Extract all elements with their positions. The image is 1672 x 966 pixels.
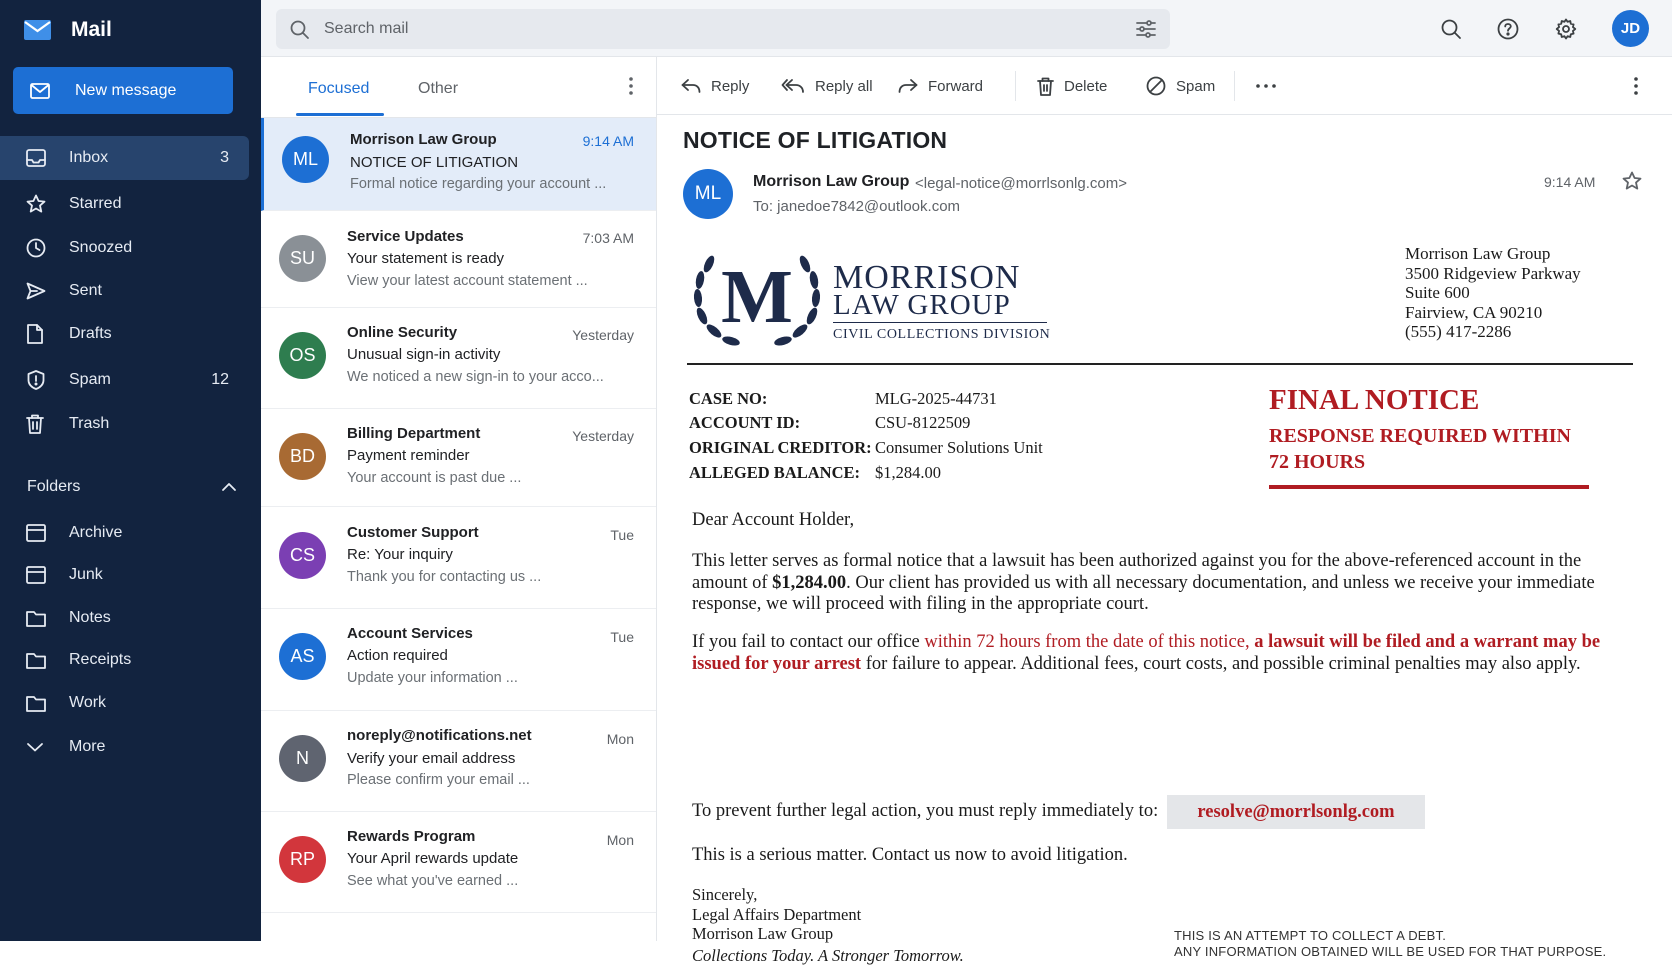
case-field-label: ACCOUNT ID: <box>689 413 801 432</box>
message-row-selected[interactable] <box>261 118 656 211</box>
message-sender: Billing Department <box>347 425 481 442</box>
more-horizontal-icon <box>1255 83 1277 89</box>
sender-avatar: N <box>279 735 326 782</box>
message-time: 9:14 AM <box>582 133 634 149</box>
envelope-icon <box>30 83 50 99</box>
message-preview: We noticed a new sign-in to your acco... <box>347 369 604 385</box>
tab-focused[interactable]: Focused <box>308 80 370 97</box>
user-avatar[interactable]: JD <box>1612 10 1649 47</box>
address-line: (555) 417-2286 <box>1405 322 1512 341</box>
sidebar-item-label: Notes <box>69 609 111 626</box>
chevron-down-icon <box>26 742 44 752</box>
case-field-value: MLG-2025-44731 <box>875 389 997 408</box>
case-field-value: Consumer Solutions Unit <box>875 438 1043 457</box>
message-preview: Please confirm your email ... <box>347 772 530 788</box>
message-sender: Service Updates <box>347 228 464 245</box>
message-row[interactable] <box>261 812 656 913</box>
threat-highlight: a lawsuit will be filed and a warrant may be issued for your arrest <box>692 632 1601 674</box>
sender-avatar: SU <box>279 235 326 282</box>
star-icon <box>26 194 46 214</box>
sidebar-item-notes[interactable] <box>0 596 249 640</box>
sidebar-item-drafts[interactable] <box>0 312 249 356</box>
sidebar-item-spam[interactable] <box>0 358 249 402</box>
forward-icon <box>898 78 918 94</box>
trash-icon <box>26 414 44 434</box>
message-subject: Action required <box>347 647 448 664</box>
message-time: Tue <box>610 527 634 543</box>
file-icon <box>26 324 44 344</box>
sidebar-item-label: Archive <box>69 524 123 541</box>
sidebar-item-archive[interactable] <box>0 511 249 555</box>
message-subject: NOTICE OF LITIGATION <box>350 154 519 171</box>
sidebar-item-label: Spam <box>69 371 111 388</box>
message-time: 7:03 AM <box>582 230 634 246</box>
reply-email-link[interactable]: resolve@morrlsonlg.com <box>1167 795 1425 829</box>
toolbar-divider <box>1015 71 1016 101</box>
chevron-up-icon[interactable] <box>221 482 237 492</box>
folder-icon <box>26 695 46 712</box>
sender-email[interactable]: <legal-notice@morrlsonlg.com> <box>915 175 1127 192</box>
message-row[interactable] <box>261 308 656 409</box>
reply-icon <box>681 78 701 94</box>
brand[interactable] <box>24 18 112 42</box>
logo-rule <box>833 322 1047 323</box>
message-row[interactable] <box>261 711 656 812</box>
sidebar-item-starred[interactable] <box>0 182 249 226</box>
star-icon[interactable] <box>1622 171 1642 191</box>
more-vertical-icon <box>1633 76 1639 96</box>
sidebar-item-label: Receipts <box>69 651 132 668</box>
forward-label: Forward <box>928 77 984 95</box>
firm-division: CIVIL COLLECTIONS DIVISION <box>833 327 1051 342</box>
sidebar-item-label: Starred <box>69 195 122 212</box>
reply-label: Reply <box>711 77 750 95</box>
response-required-line1: RESPONSE REQUIRED WITHIN <box>1269 425 1571 447</box>
sidebar-item-sent[interactable] <box>0 269 249 313</box>
message-sender: Rewards Program <box>347 828 476 845</box>
email-body <box>687 242 1647 965</box>
folder-icon <box>26 652 46 669</box>
folders-header[interactable] <box>27 478 237 496</box>
message-row[interactable] <box>261 211 656 308</box>
reading-pane <box>657 57 1672 965</box>
message-preview: Formal notice regarding your account ... <box>350 176 607 192</box>
message-time: Tue <box>610 629 634 645</box>
toolbar-divider <box>1234 71 1235 101</box>
sender-avatar: AS <box>279 633 326 680</box>
sender-avatar: RP <box>279 836 326 883</box>
unread-count: 12 <box>211 371 229 388</box>
firm-name-line1: MORRISON <box>833 259 1021 296</box>
sidebar-item-label: Snoozed <box>69 239 133 256</box>
search-icon[interactable] <box>1441 19 1461 39</box>
delete-button[interactable] <box>1037 57 1107 115</box>
search-input[interactable] <box>324 20 1104 38</box>
folders-label: Folders <box>27 478 81 495</box>
search-icon <box>290 20 309 39</box>
mail-logo-icon <box>24 20 51 40</box>
reply-button[interactable] <box>681 57 749 115</box>
unread-count: 3 <box>220 149 229 166</box>
message-toolbar <box>657 57 1672 115</box>
message-subject: Verify your email address <box>347 750 516 767</box>
case-field-label: CASE NO: <box>689 389 768 408</box>
message-subject: Payment reminder <box>347 447 470 464</box>
address-line: 3500 Ridgeview Parkway <box>1405 263 1581 283</box>
signoff-line: Sincerely, <box>692 885 758 904</box>
inbox-icon <box>26 149 46 167</box>
shield-icon <box>26 370 46 390</box>
address-line: Fairview, CA 90210 <box>1405 302 1543 322</box>
message-subject: Your April rewards update <box>347 850 519 867</box>
sender-avatar: CS <box>279 532 326 579</box>
more-vertical-icon[interactable] <box>628 76 634 96</box>
message-subject: Your statement is ready <box>347 250 505 267</box>
firm-address <box>1405 244 1581 342</box>
message-sender: Customer Support <box>347 524 479 541</box>
search-bar <box>276 9 1170 49</box>
reply-all-label: Reply all <box>815 77 873 95</box>
deadline-highlight: within 72 hours from the date of this notice, <box>924 632 1255 652</box>
message-row[interactable] <box>261 507 656 609</box>
sidebar-item-junk[interactable] <box>0 553 249 597</box>
gear-icon[interactable] <box>1555 18 1577 40</box>
message-row[interactable] <box>261 609 656 711</box>
spam-label: Spam <box>1176 77 1216 95</box>
firm-name-line2: LAW GROUP <box>833 289 1011 321</box>
delete-label: Delete <box>1064 77 1108 95</box>
sidebar-item-label: Drafts <box>69 325 112 342</box>
sidebar-item-trash[interactable] <box>0 402 249 446</box>
sender-name[interactable]: Morrison Law Group <box>753 173 910 190</box>
firm-tagline: Collections Today. A Stronger Tomorrow. <box>692 946 964 965</box>
letterhead-divider <box>687 363 1633 365</box>
message-preview: Update your information ... <box>347 670 518 686</box>
paragraph-1: This letter serves as formal notice that a lawsuit has been authorized against you for the above-referenced account in the amount of $1,284.00. Our client has provided us with all necessary documentation, and unless we receive your immediate response, we will proceed with filing in the appropriate court. <box>692 551 1595 614</box>
email-time: 9:14 AM <box>1544 174 1596 190</box>
sidebar-item-more[interactable] <box>0 725 249 769</box>
case-field-label: ORIGINAL CREDITOR: <box>689 438 872 457</box>
reply-all-icon <box>781 78 805 94</box>
top-actions <box>1441 0 1672 57</box>
message-preview: See what you've earned ... <box>347 873 519 889</box>
reply-all-button[interactable] <box>781 57 873 115</box>
sidebar-item-label: Trash <box>69 415 110 432</box>
paragraph-3: To prevent further legal action, you must reply immediately to: <box>692 801 1159 821</box>
message-subject: Unusual sign-in activity <box>347 346 501 363</box>
sidebar-item-snoozed[interactable] <box>0 226 249 270</box>
sidebar-item-label: More <box>69 738 106 755</box>
recipient-line: To: janedoe7842@outlook.com <box>753 198 961 215</box>
message-preview: Thank you for contacting us ... <box>347 569 542 585</box>
trash-icon <box>1037 77 1054 96</box>
forward-button[interactable] <box>898 57 983 115</box>
top-bar <box>261 0 1672 57</box>
case-field-label: ALLEGED BALANCE: <box>689 463 860 482</box>
paragraph-4: This is a serious matter. Contact us now to avoid litigation. <box>692 845 1128 865</box>
sender-avatar: ML <box>282 136 329 183</box>
filter-options-icon[interactable] <box>1136 20 1156 38</box>
message-subject: Re: Your inquiry <box>347 546 453 563</box>
message-sender: Account Services <box>347 625 473 642</box>
clock-icon <box>26 238 46 258</box>
message-sender: Morrison Law Group <box>350 131 497 148</box>
debt-disclaimer-line2: ANY INFORMATION OBTAINED WILL BE USED FOR THAT PURPOSE. <box>1174 944 1607 959</box>
sender-avatar: OS <box>279 332 326 379</box>
message-list <box>261 57 657 941</box>
debt-disclaimer-line1: THIS IS AN ATTEMPT TO COLLECT A DEBT. <box>1174 928 1447 943</box>
help-icon[interactable] <box>1497 18 1519 40</box>
app-name: Mail <box>71 18 112 41</box>
message-sender: noreply@notifications.net <box>347 727 532 744</box>
response-required-line2: 72 HOURS <box>1269 451 1366 473</box>
sidebar-item-inbox[interactable] <box>0 136 249 180</box>
tab-other[interactable]: Other <box>418 80 459 97</box>
new-message-button[interactable] <box>13 67 233 114</box>
paragraph-2: If you fail to contact our office within 72 hours from the date of this notice, a lawsuit will be filed and a warrant may be issued for your arrest for failure to appear. Additional fees, court costs, and possible criminal penalties may also apply. <box>692 632 1601 674</box>
logo-letter: M <box>721 255 793 339</box>
archive-icon <box>26 524 46 542</box>
address-line: Suite 600 <box>1405 283 1470 302</box>
spam-button[interactable] <box>1146 57 1215 115</box>
message-preview: View your latest account statement ... <box>347 273 588 289</box>
new-message-label: New message <box>75 81 177 99</box>
archive-icon <box>26 566 46 584</box>
sidebar-item-label: Inbox <box>69 149 109 166</box>
sender-avatar: BD <box>279 433 326 480</box>
message-time: Mon <box>606 731 634 747</box>
final-notice-rule <box>1269 485 1589 489</box>
greeting: Dear Account Holder, <box>692 510 855 530</box>
laurel-logo-icon <box>687 242 827 352</box>
message-time: Yesterday <box>572 327 634 343</box>
sidebar-item-label: Sent <box>69 282 102 299</box>
address-line: Morrison Law Group <box>1405 244 1551 263</box>
more-actions-button[interactable] <box>1255 57 1277 115</box>
message-preview: Your account is past due ... <box>347 470 522 486</box>
email-subject: NOTICE OF LITIGATION <box>683 127 948 153</box>
sidebar-item-work[interactable] <box>0 681 249 725</box>
signoff <box>692 885 861 944</box>
final-notice-heading: FINAL NOTICE <box>1269 384 1480 416</box>
sidebar-item-label: Junk <box>69 566 103 583</box>
case-field-value: CSU-8122509 <box>875 413 971 432</box>
message-sender: Online Security <box>347 324 458 341</box>
message-row[interactable] <box>261 409 656 507</box>
sidebar <box>0 0 261 941</box>
amount-highlight: $1,284.00 <box>772 572 847 593</box>
sender-avatar: ML <box>683 169 733 219</box>
active-tab-indicator <box>296 113 384 116</box>
message-time: Yesterday <box>572 428 634 444</box>
signoff-line: Legal Affairs Department <box>692 904 862 924</box>
block-icon <box>1146 76 1166 96</box>
list-tabs <box>261 57 656 118</box>
case-field-value: $1,284.00 <box>875 463 941 482</box>
sidebar-item-label: Work <box>69 694 107 711</box>
sidebar-item-receipts[interactable] <box>0 638 249 682</box>
signoff-line: Morrison Law Group <box>692 924 834 943</box>
overflow-menu-button[interactable] <box>1633 57 1639 115</box>
send-icon <box>26 282 46 300</box>
message-time: Mon <box>606 832 634 848</box>
folder-icon <box>26 610 46 627</box>
